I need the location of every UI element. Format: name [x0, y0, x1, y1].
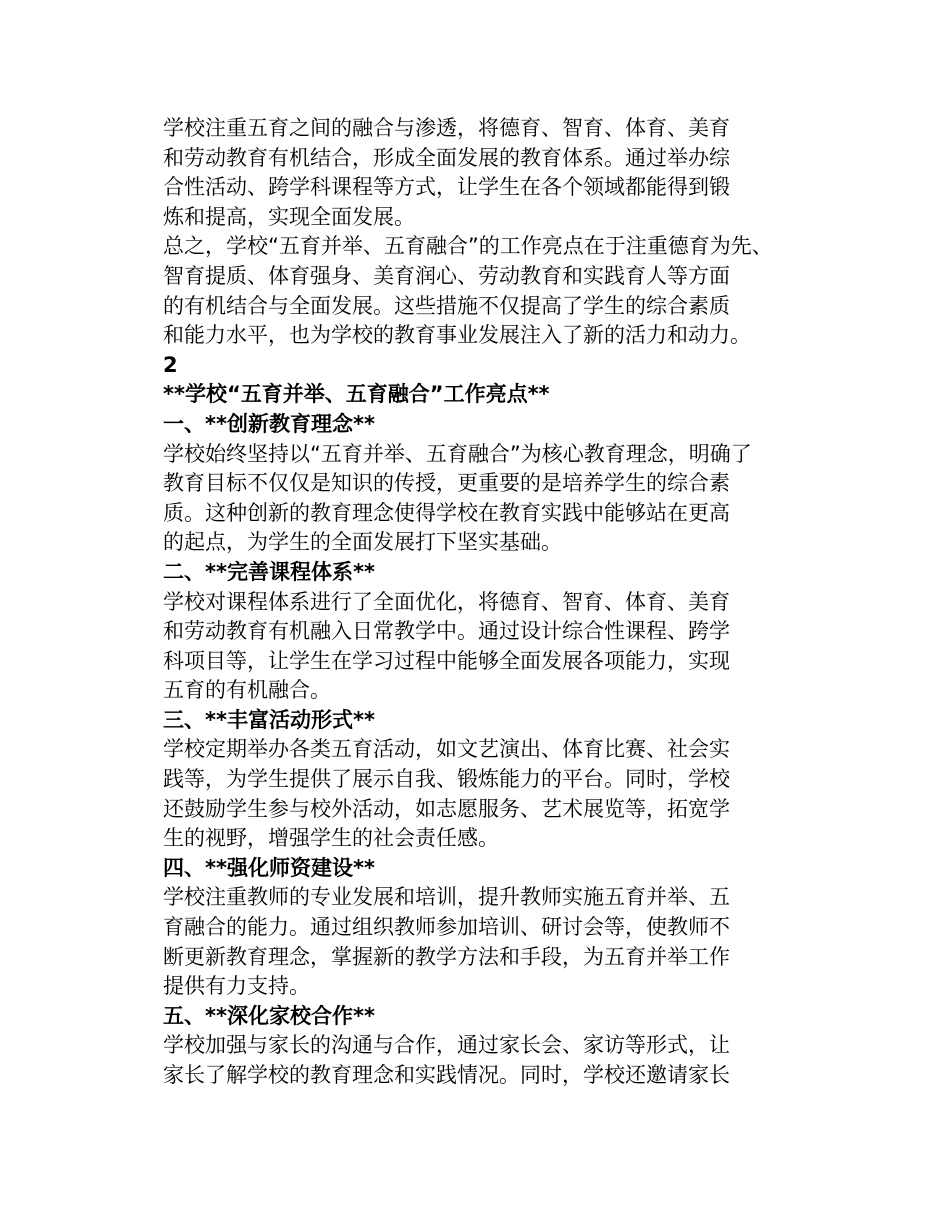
document-page	[163, 114, 803, 1091]
text-line: 提供有力支持。	[163, 974, 310, 999]
section-heading: 四、**强化师资建设**	[163, 855, 375, 880]
text-line: 学校注重教师的专业发展和培训，提升教师实施五育并举、五	[163, 885, 730, 910]
text-line: 断更新教育理念，掌握新的教学方法和手段，为五育并举工作	[163, 944, 730, 969]
text-line: 教育目标不仅仅是知识的传授，更重要的是培养学生的综合素	[163, 471, 730, 496]
text-line: 和能力水平，也为学校的教育事业发展注入了新的活力和动力。	[163, 323, 751, 348]
document-title: **学校“五育并举、五育融合”工作亮点**	[163, 382, 550, 407]
section-4	[163, 854, 803, 1002]
text-line: 还鼓励学生参与校外活动，如志愿服务、艺术展览等，拓宽学	[163, 796, 730, 821]
text-line: 智育提质、体育强身、美育润心、劳动教育和实践育人等方面	[163, 263, 730, 288]
text-line: 学校定期举办各类五育活动，如文艺演出、体育比赛、社会实	[163, 737, 730, 762]
text-line: 科项目等，让学生在学习过程中能够全面发展各项能力，实现	[163, 648, 730, 673]
intro-paragraph-1	[163, 114, 803, 232]
text-line: 五育的有机融合。	[163, 678, 331, 703]
text-line: 育融合的能力。通过组织教师参加培训、研讨会等，使教师不	[163, 915, 730, 940]
text-line: 的起点，为学生的全面发展打下坚实基础。	[163, 530, 562, 555]
section-3	[163, 706, 803, 854]
section-number: 2	[163, 352, 178, 377]
text-line: 学校加强与家长的沟通与合作，通过家长会、家访等形式，让	[163, 1033, 730, 1058]
text-line: 总之，学校“五育并举、五育融合”的工作亮点在于注重德育为先、	[163, 234, 773, 259]
section-heading: 二、**完善课程体系**	[163, 559, 375, 584]
text-line: 的有机结合与全面发展。这些措施不仅提高了学生的综合素质	[163, 293, 730, 318]
text-line: 和劳动教育有机融入日常教学中。通过设计综合性课程、跨学	[163, 619, 730, 644]
text-line: 合性活动、跨学科课程等方式，让学生在各个领域都能得到锻	[163, 175, 730, 200]
text-line: 生的视野，增强学生的社会责任感。	[163, 826, 499, 851]
text-line: 和劳动教育有机结合，形成全面发展的教育体系。通过举办综	[163, 145, 730, 170]
text-line: 学校始终坚持以“五育并举、五育融合”为核心教育理念，明确了	[163, 441, 752, 466]
text-line: 炼和提高，实现全面发展。	[163, 204, 415, 229]
section-2	[163, 558, 803, 706]
text-line: 学校对课程体系进行了全面优化，将德育、智育、体育、美育	[163, 589, 730, 614]
intro-paragraph-2	[163, 232, 803, 350]
section-1	[163, 410, 803, 558]
section-heading: 一、**创新教育理念**	[163, 411, 375, 436]
section-heading: 三、**丰富活动形式**	[163, 707, 375, 732]
text-line: 学校注重五育之间的融合与渗透，将德育、智育、体育、美育	[163, 116, 730, 140]
section-5	[163, 1002, 803, 1091]
text-line: 质。这种创新的教育理念使得学校在教育实践中能够站在更高	[163, 500, 730, 525]
text-line: 践等，为学生提供了展示自我、锻炼能力的平台。同时，学校	[163, 767, 730, 792]
section-heading: 五、**深化家校合作**	[163, 1003, 375, 1028]
text-line: 家长了解学校的教育理念和实践情况。同时，学校还邀请家长	[163, 1063, 730, 1087]
